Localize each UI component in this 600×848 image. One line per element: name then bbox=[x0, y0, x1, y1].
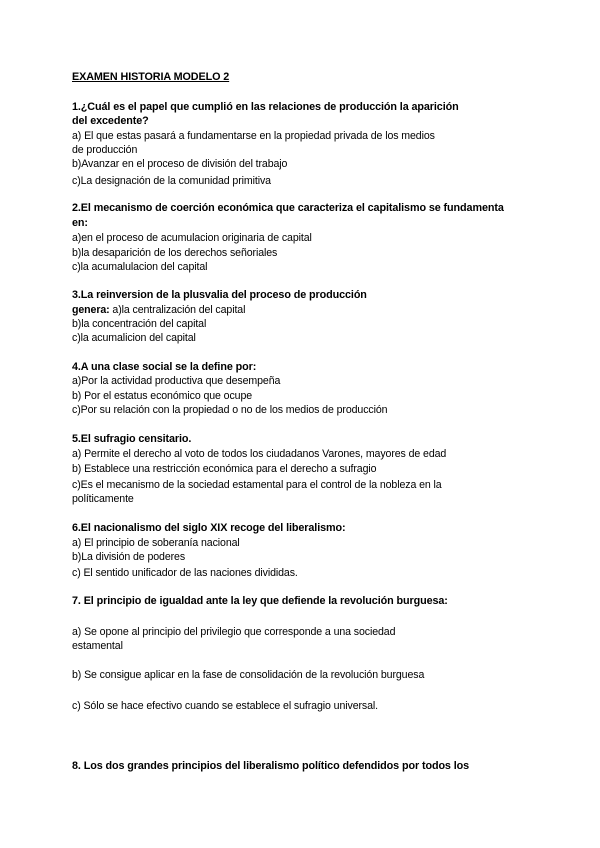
question-2-option-a: a)en el proceso de acumulacion originaria de capital bbox=[72, 232, 312, 244]
question-2-text-cont: en: bbox=[72, 217, 88, 229]
question-7-option-c: c) Sólo se hace efectivo cuando se establece el sufragio universal. bbox=[72, 700, 378, 712]
question-3-line2 bbox=[72, 304, 245, 317]
question-2-text: 2.El mecanismo de coerción económica que caracteriza el capitalismo se fundamenta bbox=[72, 202, 504, 214]
question-5-option-a: a) Permite el derecho al voto de todos los ciudadanos Varones, mayores de edad bbox=[72, 448, 447, 460]
question-6-option-b: b)La división de poderes bbox=[72, 551, 186, 563]
question-5-text: 5.El sufragio censitario. bbox=[72, 433, 192, 445]
question-7-text: 7. El principio de igualdad ante la ley que defiende la revolución burguesa: bbox=[72, 595, 448, 607]
question-1-text-cont: del excedente? bbox=[72, 115, 149, 127]
question-3-option-c: c)la acumalicion del capital bbox=[72, 332, 196, 344]
question-7-option-b: b) Se consigue aplicar en la fase de consolidación de la revolución burguesa bbox=[72, 669, 425, 681]
question-5-option-c-cont: políticamente bbox=[72, 493, 134, 505]
question-6-option-c: c) El sentido unificador de las naciones divididas. bbox=[72, 567, 298, 579]
question-3-option-b: b)la concentración del capital bbox=[72, 318, 207, 330]
question-3-text: 3.La reinversion de la plusvalia del proceso de producción bbox=[72, 289, 367, 301]
question-5-option-b: b) Establece una restricción económica para el derecho a sufragio bbox=[72, 463, 377, 475]
question-6-option-a: a) El principio de soberanía nacional bbox=[72, 537, 240, 549]
question-7-option-a-cont: estamental bbox=[72, 640, 123, 652]
question-3-option-a: a)la centralización del capital bbox=[109, 304, 246, 316]
question-5-option-c: c)Es el mecanismo de la sociedad estamental para el control de la nobleza en la bbox=[72, 479, 442, 491]
question-4-option-b: b) Por el estatus económico que ocupe bbox=[72, 390, 253, 402]
question-1-option-b: b)Avanzar en el proceso de división del trabajo bbox=[72, 158, 288, 170]
question-4-option-c: c)Por su relación con la propiedad o no de los medios de producción bbox=[72, 404, 388, 416]
question-7-option-a: a) Se opone al principio del privilegio que corresponde a una sociedad bbox=[72, 626, 396, 638]
question-8-text: 8. Los dos grandes principios del liberalismo político defendidos por todos los bbox=[72, 760, 470, 772]
question-4-option-a: a)Por la actividad productiva que desempeña bbox=[72, 375, 281, 387]
question-3-text-cont: genera: bbox=[72, 304, 110, 316]
question-1-option-a: a) El que estas pasará a fundamentarse en la propiedad privada de los medios bbox=[72, 130, 435, 142]
question-2-option-b: b)la desaparición de los derechos señoriales bbox=[72, 247, 278, 259]
question-1-option-c: c)La designación de la comunidad primitiva bbox=[72, 175, 271, 187]
question-1-text: 1.¿Cuál es el papel que cumplió en las relaciones de producción la aparición bbox=[72, 101, 459, 113]
question-6-text: 6.El nacionalismo del siglo XIX recoge del liberalismo: bbox=[72, 522, 346, 534]
question-1-option-a-cont: de producción bbox=[72, 144, 138, 156]
exam-title: EXAMEN HISTORIA MODELO 2 bbox=[72, 71, 230, 83]
question-2-option-c: c)la acumalulacion del capital bbox=[72, 261, 208, 273]
question-4-text: 4.A una clase social se la define por: bbox=[72, 361, 257, 373]
